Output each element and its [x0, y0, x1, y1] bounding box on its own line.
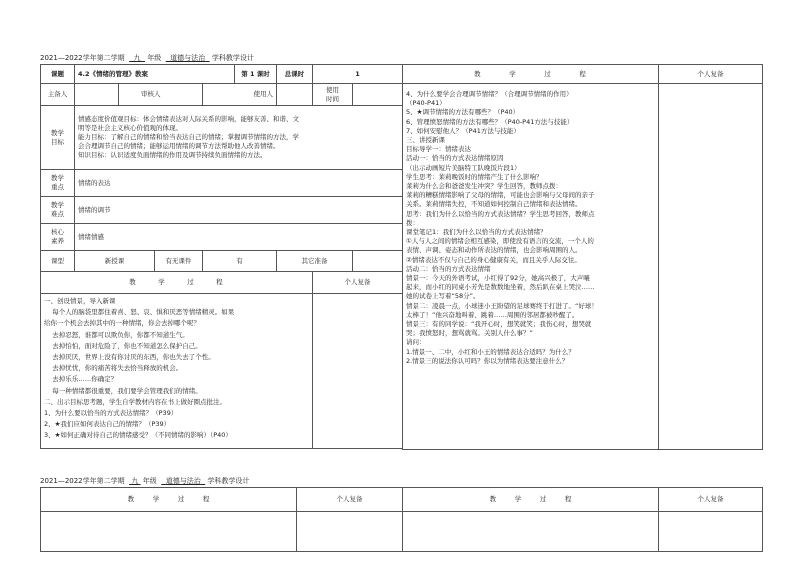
- body-line: 6、管理愤怒情绪的方法有哪些？（P40-P41方法与技能）: [406, 117, 574, 126]
- body-line: 哭；我愤怒时，想骂就骂。关别人什么事？”: [406, 329, 533, 338]
- page1-header: [40, 53, 254, 63]
- page2-left-personal: 个人复备: [297, 488, 403, 512]
- body-line: （出示动画短片美脑特工队晚饭片段1）: [406, 163, 521, 172]
- body-line: 太棒了！”他兴奋地叫着、跳着……周围的邻居都被吵醒了。: [406, 310, 579, 319]
- body-line: 情景二：凌晨一点，小球迷小王盼望的足球赛终于打进了。“好球！: [406, 301, 598, 310]
- body-line: 去掉忧忧，你的痛苦将失去恰当释放的机会。: [44, 364, 183, 373]
- body-line: 4、为什么要学会合理调节情绪？（合理调节情绪的作用）: [406, 90, 573, 98]
- focus-label: 教学 重点: [41, 170, 75, 197]
- process-header: 教 学 过 程: [41, 272, 313, 294]
- body-line: 起来，而小红的同桌小芳先是数数地坐着，然后趴在桌上哭泣……: [406, 283, 595, 292]
- body-line: 一、创设情景，导入新课: [44, 297, 116, 305]
- total-value: 1: [313, 65, 403, 84]
- body-line: 表情、声调、姿态和动作所表达的情绪，也会影响周围的人。: [406, 246, 582, 255]
- lesson-label: 第 1 课时: [235, 65, 277, 84]
- preparer-label: 主备人: [41, 84, 75, 106]
- body-line: 目标导学一：情绪表达: [406, 145, 471, 154]
- page2-header: [40, 476, 249, 486]
- header-year: 2021—2022学年第二学期: [40, 54, 125, 62]
- core-label: 核心 素养: [41, 224, 75, 251]
- body-line: 课堂笔记1：我们为什么以恰当的方式表达情绪？: [406, 228, 547, 237]
- type-label: 课型: [41, 251, 75, 272]
- body-line: 莱莉的糟糕情绪影响了父母的情绪，可能也会影响与父母间的亲子: [406, 191, 595, 200]
- personal-header: 个人复备: [313, 272, 403, 294]
- body-line: 每一种情绪都很重要，我们要学会管理我们的情绪。: [44, 386, 202, 395]
- body-line: 情景一：今天的外语考试，小红得了92分，她高兴极了，大声嚷: [406, 274, 590, 283]
- body-line: 去掉乐乐……你确定？: [44, 375, 118, 384]
- body-line: ①人与人之间的情绪会相互感染，即使没有语言的交流，一个人的: [406, 237, 594, 246]
- body-line: 5、★调节情绪的方法有哪些？（P40）: [406, 108, 520, 117]
- body-line: 去掉怕怕，面对危险了，你也不知道怎么保护自己。: [44, 341, 202, 350]
- header-subject: 道德与法治: [170, 54, 206, 62]
- header-subject: 道德与法治: [165, 477, 201, 485]
- lesson-plan-table: [40, 64, 403, 449]
- header-grade-suffix: 年级: [142, 477, 157, 485]
- page2-table: [40, 487, 763, 552]
- use-time-label: 使用 时间: [313, 84, 353, 106]
- reviewer-label: 审核人: [119, 84, 203, 106]
- type-value: 新授课: [75, 251, 155, 272]
- body-line: 学生思考：莱莉晚饭时的情绪产生了什么影响？: [406, 172, 543, 181]
- page2-left-process-header: 教 学 过 程: [41, 488, 297, 512]
- body-line: 给你一个机会去掉其中的一种情绪，你会去掉哪个呢？: [44, 319, 200, 328]
- difficulty-text: 情绪的调节: [75, 197, 403, 224]
- goals-text: [75, 106, 403, 170]
- body-line: 活动一：恰当的方式表达情绪原因: [406, 154, 504, 163]
- header-grade-suffix: 年级: [147, 54, 162, 62]
- other-label: 其它准备: [277, 251, 353, 272]
- body-line: 请问：: [406, 338, 426, 347]
- body-line: 思考：我们为什么以恰当的方式表达情绪？学生思考回答，教师点: [406, 209, 595, 218]
- topic-value: 4.2《情绪的管理》教案: [75, 65, 235, 84]
- body-line: 2.情景三的说法你认可吗？你以为情绪表达要注意什么？: [406, 356, 569, 365]
- goal-line: 会合理调节自己的情绪；能够运用情绪的调节方法帮助他人改善情绪。: [78, 142, 280, 150]
- core-text: 情绪情感: [75, 224, 403, 251]
- header-suffix: 学科教学设计: [207, 477, 250, 485]
- body-line: 活动二：恰当的方式表达情绪: [406, 264, 491, 273]
- header-grade: 九: [133, 54, 141, 62]
- goal-line: 知识目标：认识适度负面情绪的作用及调节持续负面情绪的方法。: [78, 151, 267, 159]
- header-year: 2021—2022学年第二学期: [40, 477, 125, 485]
- body-line: 每个人的脑袋里都住着喜、怒、哀、惧和厌恶等情绪精灵。如果: [44, 308, 235, 317]
- courseware-value: 有: [203, 251, 277, 272]
- courseware-label: 有无课件: [155, 251, 203, 272]
- body-line: 关系。莱莉情绪失控，不知道如何控制自己情绪和表达情绪。: [406, 200, 582, 209]
- body-line: 拨：: [406, 218, 419, 227]
- page2-right-personal: 个人复备: [659, 488, 763, 512]
- body-line: 情景三：有的同学说：“我开心时，想笑就笑；我伤心时，想哭就: [406, 320, 592, 329]
- right-personal-header: 个人复备: [659, 65, 763, 84]
- lesson-body-left: [41, 294, 313, 449]
- body-line: 7、如何安慰他人？（P41方法与技能）: [406, 126, 520, 135]
- body-line: 莱莉为什么会和爸爸发生冲突？学生回答，教师点拨：: [406, 182, 562, 191]
- body-line: 1、为什么要以恰当的方式表达情绪？（P39）: [44, 409, 178, 418]
- body-line: 去掉忍怒，谁都可以欺负你，你都不知道生气。: [44, 330, 189, 339]
- goals-label: 教学 目标: [41, 106, 75, 170]
- body-line: （P40-P41）: [406, 99, 446, 108]
- header-suffix: 学科教学设计: [211, 54, 254, 62]
- body-line: 3、★如何正确对待自己的情绪感受？（不同情绪的影响）（P40）: [44, 431, 232, 440]
- user-label: 使用人: [203, 84, 277, 106]
- body-line: 去掉厌厌，世界上没有你讨厌的东西，你也失去了个性。: [44, 353, 215, 362]
- goal-line: 明等是社会主义核心价值观的体现。: [78, 124, 182, 132]
- body-line: ②情绪表达不仅与自己的身心健康有关，而且关乎人际交往。: [406, 255, 581, 264]
- body-line: 2、★我们应如何表达自己的情绪？（P39）: [44, 420, 171, 429]
- body-line: 1.情景一、二中，小红和小王的情绪表达合适吗？为什么？: [406, 347, 575, 356]
- total-label: 总课时: [277, 65, 313, 84]
- topic-label: 课题: [41, 65, 75, 84]
- body-line: 二、出示目标思考题，学生自学教材内容在书上做好圈点批注。: [44, 397, 226, 406]
- focus-text: 情绪的表达: [75, 170, 403, 197]
- goal-line: 情感态度价值观目标：体会情绪表达对人际关系的影响，能够友善、和谐、文: [78, 115, 299, 123]
- difficulty-label: 教学 难点: [41, 197, 75, 224]
- right-body-text: [402, 89, 656, 447]
- page2-right-process-header: 教 学 过 程: [403, 488, 659, 512]
- body-line: 三、讲授新课: [406, 136, 445, 145]
- body-line: 她的试卷上写着“58分”。: [406, 292, 480, 301]
- goal-line: 能力目标：了解自己的情绪和恰当表达自己的情绪；掌握调节情绪的方法，学: [78, 133, 299, 141]
- header-grade: 九: [131, 477, 139, 485]
- right-process-header: 教 学 过 程: [403, 65, 659, 84]
